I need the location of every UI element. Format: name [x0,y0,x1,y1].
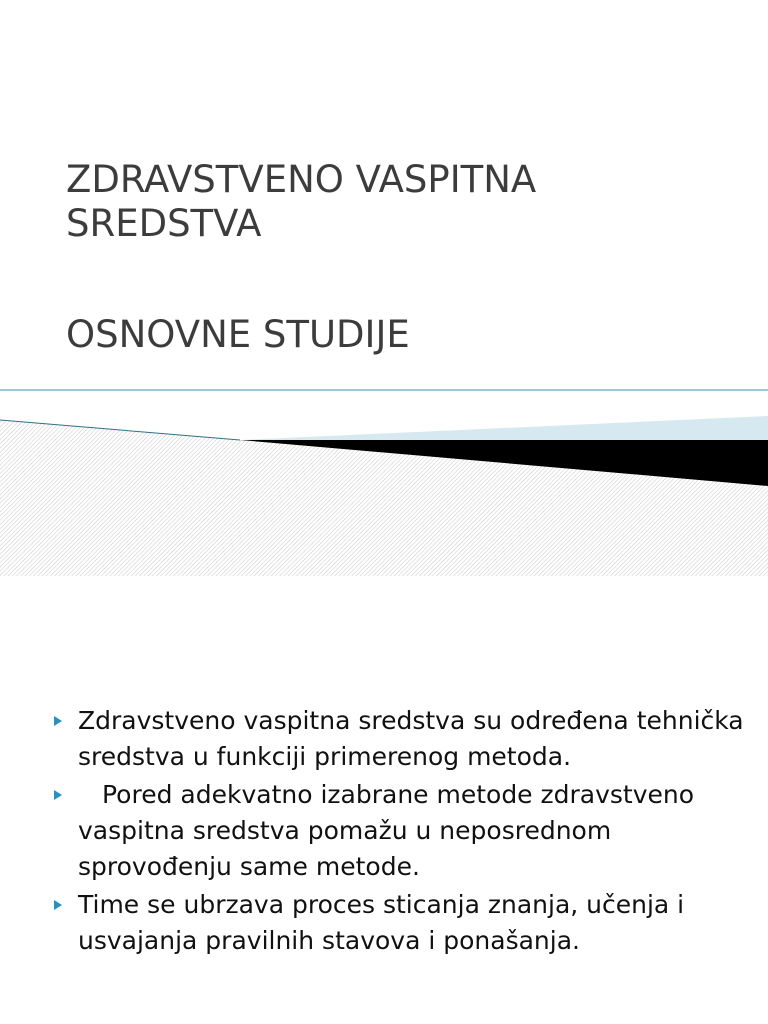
bullet-item [52,777,752,885]
bullet-text: Pored adekvatno izabrane metode zdravstveno vaspitna sredstva pomažu u neposrednom sprovođenju same metode. [78,780,695,881]
bullet-item [52,703,752,775]
bullet-item [52,887,752,959]
slide-subtitle: OSNOVNE STUDIJE [66,313,410,356]
slide-title [66,158,746,246]
bullet-arrow-icon [54,900,62,910]
title-line-1: ZDRAVSTVENO VASPITNA [66,158,537,201]
light-blue-band [240,416,768,440]
bullet-arrow-icon [54,716,62,726]
title-line-2: SREDSTVA [66,202,262,245]
bullet-text: Zdravstveno vaspitna sredstva su određena tehnička sredstva u funkciji primerenog metoda. [78,706,744,771]
bullet-list [52,703,752,961]
bullet-text: Time se ubrzava proces sticanja znanja, učenja i usvajanja pravilnih stavova i ponašanja. [78,890,685,955]
decorative-wave-band [0,380,768,580]
bullet-arrow-icon [54,790,62,800]
